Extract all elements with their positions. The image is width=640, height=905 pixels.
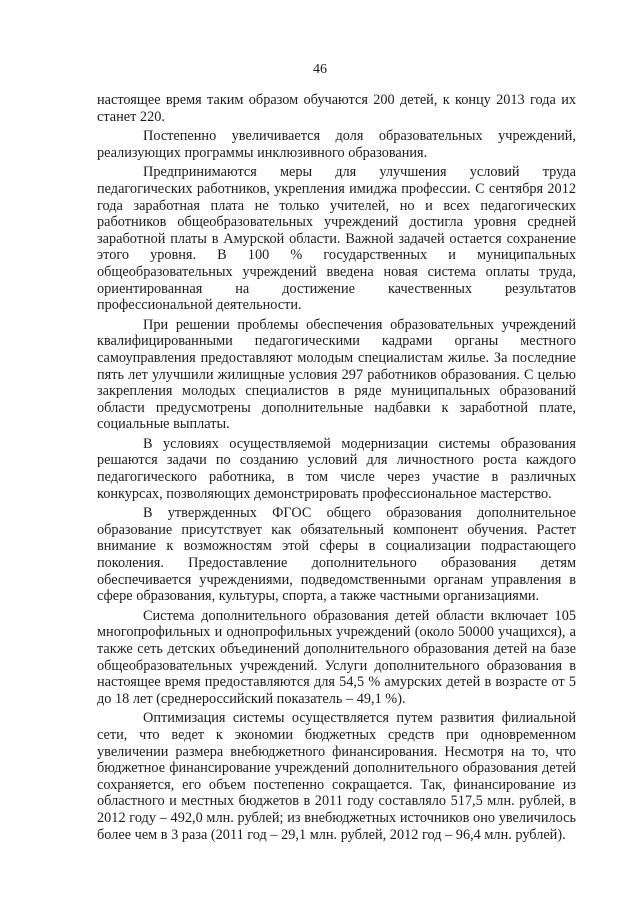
paragraph-qualified-staff: При решении проблемы обеспечения образовательных учреждений квалифицированными педагогическими кадрами органы местного самоуправления предоставляют молодым специалистам жилье. За последние пять лет улучшили жилищные условия 297 работников образования. С целью закрепления молодых специалистов в ряде муниципальных образований области предусмотрены дополнительные надбавки к заработной плате, социальные выплаты.: [97, 316, 576, 433]
document-body: [97, 92, 576, 843]
paragraph-continued-enrollment: настоящее время таким образом обучаются 200 детей, к концу 2013 года их станет 220.: [97, 92, 576, 125]
paragraph-network-optimization: Оптимизация системы осуществляется путем развития филиальной сети, что ведет к экономии бюджетных средств при одновременном увеличении размера внебюджетного финансирования. Несмотря на то, что бюджетное финансирование учреждений дополнительного образования детей сохраняется, его объем постепенно сокращается. Так, финансирование из областного и местных бюджетов в 2011 году составляло 517,5 млн. рублей, в 2012 году – 492,0 млн. рублей; из внебюджетных источников оно увеличилось более чем в 3 раза (2011 год – 29,1 млн. рублей, 2012 год – 96,4 млн. рублей).: [97, 710, 576, 843]
paragraph-additional-education-system: Система дополнительного образования детей области включает 105 многопрофильных и однопрофильных учреждений (около 50000 учащихся), а также сеть детских объединений дополнительного образования детей на базе общеобразовательных учреждений. Услуги дополнительного образования в настоящее время предоставляются для 54,5 % амурских детей в возрасте от 5 до 18 лет (среднероссийский показатель – 49,1 %).: [97, 607, 576, 707]
paragraph-professional-growth: В условиях осуществляемой модернизации системы образования решаются задачи по созданию условий для личностного роста каждого педагогического работника, в том числе через участие в различных конкурсах, позволяющих демонстрировать профессиональное мастерство.: [97, 435, 576, 502]
paragraph-inclusive-education: Постепенно увеличивается доля образовательных учреждений, реализующих программы инклюзивного образования.: [97, 128, 576, 161]
paragraph-additional-education-fgos: В утвержденных ФГОС общего образования дополнительное образование присутствует как обязательный компонент обучения. Растет внимание к возможностям этой сферы в социализации подрастающего поколения. Предоставление дополнительного образования детям обеспечивается учреждениями, подведомственными органам управления в сфере образования, культуры, спорта, а также частными организациями.: [97, 505, 576, 605]
page-number: 46: [313, 62, 327, 77]
paragraph-working-conditions: Предпринимаются меры для улучшения условий труда педагогических работников, укрепления имиджа профессии. С сентября 2012 года заработная плата не только учителей, но и всех педагогических работников общеобразовательных учреждений достигла уровня средней заработной платы в Амурской области. Важной задачей остается сохранение этого уровня. В 100 % государственных и муниципальных общеобразовательных учреждений введена новая система оплаты труда, ориентированная на достижение качественных результатов профессиональной деятельности.: [97, 164, 576, 314]
